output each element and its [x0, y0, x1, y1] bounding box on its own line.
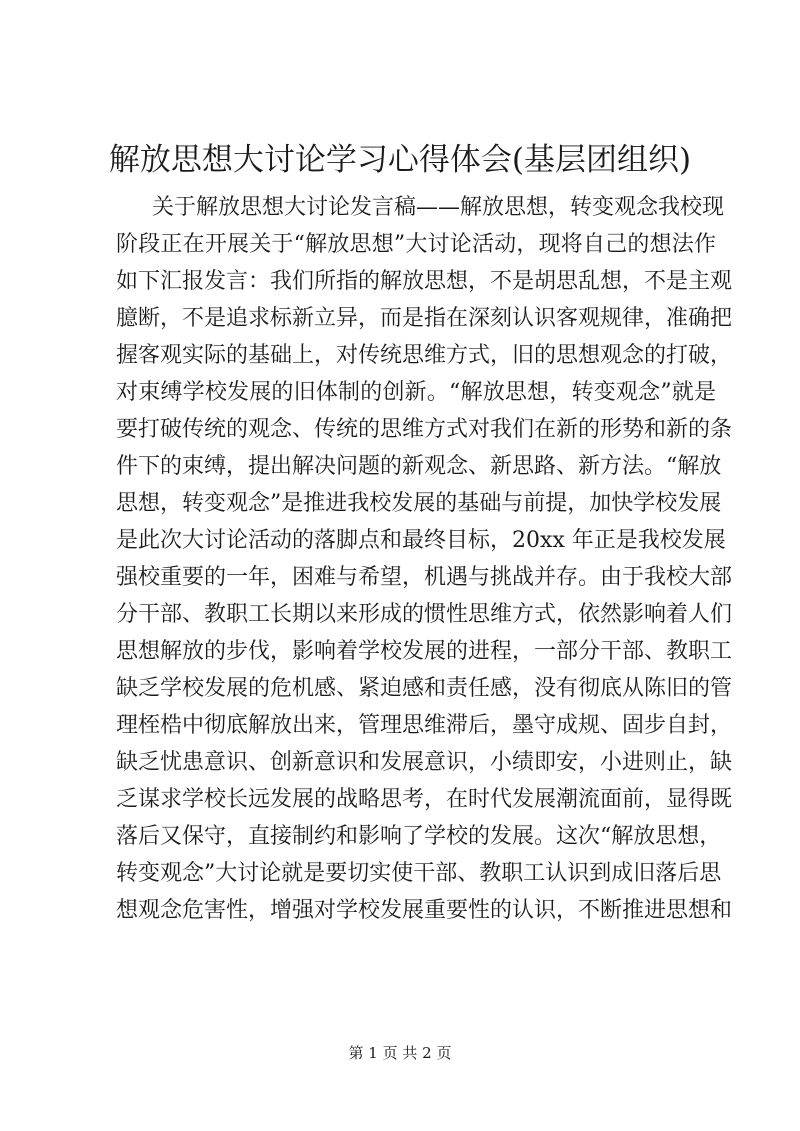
text-line: 想观念危害性，增强对学校发展重要性的认识，不断推进思想和 [116, 898, 733, 923]
text-line: 要打破传统的观念、传统的思维方式对我们在新的形势和新的条 [116, 417, 733, 442]
text-line: 缺乏忧患意识、创新意识和发展意识，小绩即安，小进则止，缺 [116, 750, 733, 775]
text-line: 转变观念”大讨论就是要切实使干部、教职工认识到成旧落后思 [116, 861, 722, 886]
text-line: 是此次大讨论活动的落脚点和最终目标，20xx 年正是我校发展 [116, 528, 726, 553]
text-line: 思想，转变观念”是推进我校发展的基础与前提，加快学校发展 [116, 491, 722, 516]
body-paragraph [116, 189, 733, 929]
text-line: 乏谋求学校长远发展的战略思考，在时代发展潮流面前，显得既 [116, 787, 733, 812]
document-title: 解放思想大讨论学习心得体会(基层团组织) [108, 142, 692, 178]
text-line: 落后又保守，直接制约和影响了学校的发展。这次“解放思想， [116, 824, 722, 849]
page-footer: 第 1 页 共 2 页 [348, 1044, 452, 1062]
text-line: 分干部、教职工长期以来形成的惯性思维方式，依然影响着人们 [116, 602, 733, 627]
text-line: 缺乏学校发展的危机感、紧迫感和责任感，没有彻底从陈旧的管 [116, 676, 733, 701]
text-line: 对束缚学校发展的旧体制的创新。“解放思想，转变观念”就是 [116, 380, 716, 405]
text-line: 强校重要的一年，困难与希望，机遇与挑战并存。由于我校大部 [116, 565, 733, 590]
text-line: 臆断，不是追求标新立异，而是指在深刻认识客观规律，准确把 [116, 306, 733, 331]
text-line: 阶段正在开展关于“解放思想”大讨论活动，现将自己的想法作 [116, 232, 716, 257]
text-line: 关于解放思想大讨论发言稿——解放思想，转变观念我校现 [152, 195, 725, 220]
text-line: 握客观实际的基础上，对传统思维方式，旧的思想观念的打破， [116, 343, 733, 368]
text-line: 理桎梏中彻底解放出来，管理思维滞后，墨守成规、固步自封， [116, 713, 733, 738]
text-line: 件下的束缚，提出解决问题的新观念、新思路、新方法。“解放 [116, 454, 722, 479]
text-line: 如下汇报发言：我们所指的解放思想，不是胡思乱想，不是主观 [116, 269, 733, 294]
text-line: 思想解放的步伐，影响着学校发展的进程，一部分干部、教职工 [116, 639, 733, 664]
